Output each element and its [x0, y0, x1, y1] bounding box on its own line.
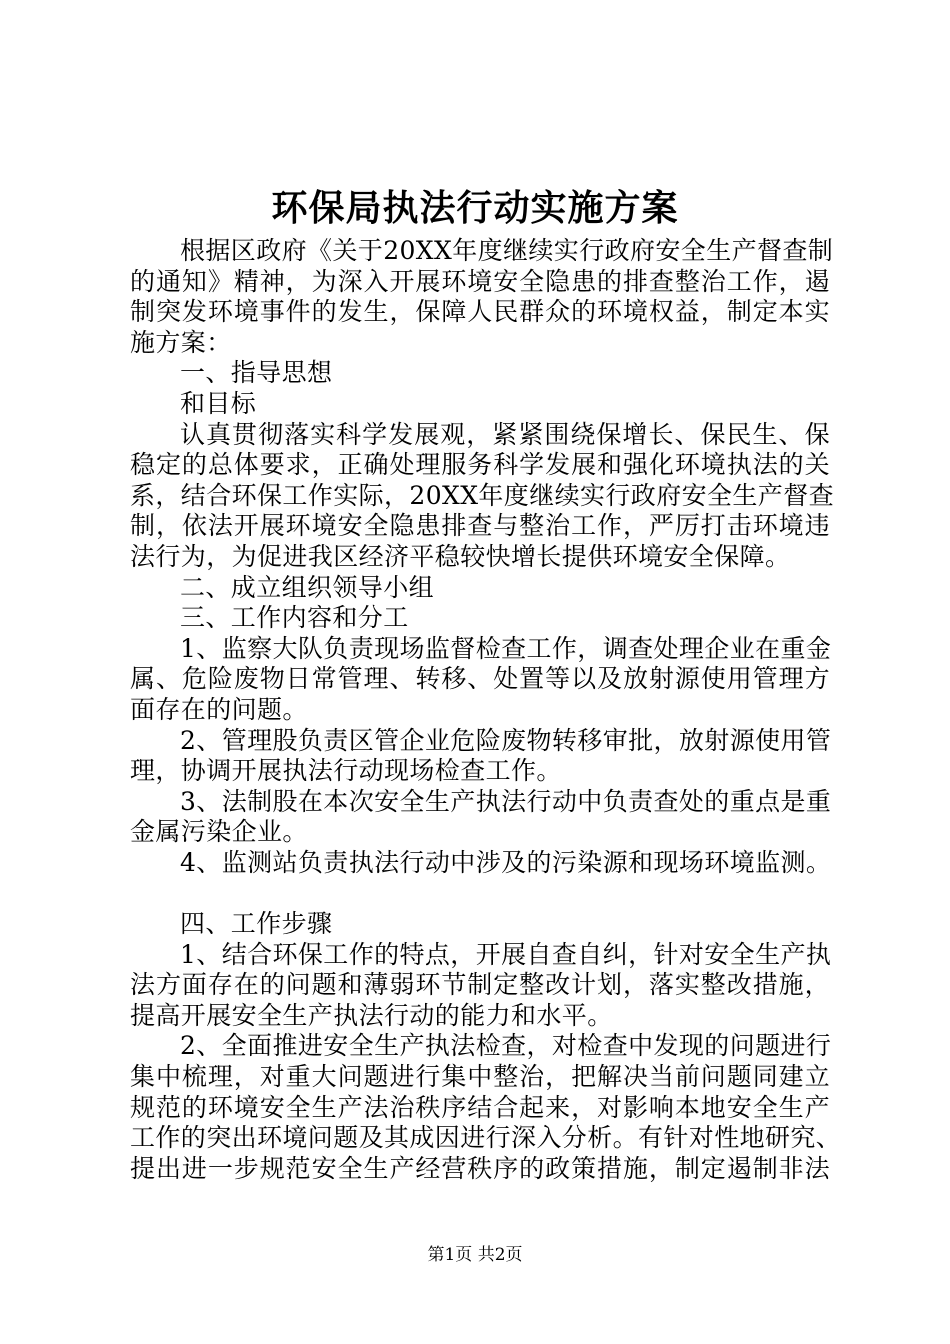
paragraph-line: 法方面存在的问题和薄弱环节制定整改计划，落实整改措施， [130, 970, 830, 1000]
paragraph-line: 制突发环境事件的发生，保障人民群众的环境权益，制定本实 [130, 297, 830, 327]
paragraph-line: 属、危险废物日常管理、转移、处置等以及放射源使用管理方 [130, 664, 830, 694]
paragraph-line: 的通知》精神，为深入开展环境安全隐患的排查整治工作，遏 [130, 266, 830, 296]
section-heading: 一、指导思想 [180, 358, 333, 388]
paragraph-line: 金属污染企业。 [130, 817, 308, 847]
paragraph-line: 集中梳理，对重大问题进行集中整治，把解决当前问题同建立 [130, 1062, 830, 1092]
paragraph-line: 1、监察大队负责现场监督检查工作，调查处理企业在重金 [180, 633, 832, 663]
paragraph-line: 4、监测站负责执法行动中涉及的污染源和现场环境监测。 [180, 847, 832, 877]
section-heading: 二、成立组织领导小组 [180, 572, 435, 602]
paragraph-line: 1、结合环保工作的特点，开展自查自纠，针对安全生产执 [180, 939, 832, 969]
paragraph-line: 2、管理股负责区管企业危险废物转移审批，放射源使用管 [180, 725, 832, 755]
paragraph-line: 提出进一步规范安全生产经营秩序的政策措施，制定遏制非法 [130, 1153, 830, 1183]
paragraph-line: 系，结合环保工作实际，20XX年度继续实行政府安全生产督查 [130, 480, 835, 510]
paragraph-line: 施方案： [130, 327, 232, 357]
page-footer: 第1页 共2页 [427, 1245, 523, 1265]
paragraph-line: 根据区政府《关于20XX年度继续实行政府安全生产督查制 [180, 236, 834, 265]
paragraph-line: 工作的突出环境问题及其成因进行深入分析。有针对性地研究、 [130, 1123, 842, 1153]
document-title: 环保局执法行动实施方案 [271, 187, 679, 229]
paragraph-line: 规范的环境安全生产法治秩序结合起来，对影响本地安全生产 [130, 1092, 830, 1122]
section-heading: 三、工作内容和分工 [180, 603, 409, 633]
paragraph-line: 法行为，为促进我区经济平稳较快增长提供环境安全保障。 [130, 541, 791, 571]
paragraph-line: 面存在的问题。 [130, 694, 308, 724]
blank-line [130, 878, 830, 909]
paragraph-line: 认真贯彻落实科学发展观，紧紧围绕保增长、保民生、保 [180, 419, 830, 449]
paragraph-line: 理，协调开展执法行动现场检查工作。 [130, 756, 562, 786]
paragraph-line: 稳定的总体要求，正确处理服务科学发展和强化环境执法的关 [130, 450, 830, 480]
paragraph-line: 2、全面推进安全生产执法检查，对检查中发现的问题进行 [180, 1031, 832, 1061]
paragraph-line: 3、法制股在本次安全生产执法行动中负责查处的重点是重 [180, 786, 832, 816]
section-heading-continued: 和目标 [180, 388, 257, 418]
paragraph-line: 提高开展安全生产执法行动的能力和水平。 [130, 1000, 613, 1030]
paragraph-line: 制，依法开展环境安全隐患排查与整治工作，严厉打击环境违 [130, 511, 830, 541]
document-body [130, 236, 842, 1184]
section-heading: 四、工作步骤 [180, 909, 333, 939]
